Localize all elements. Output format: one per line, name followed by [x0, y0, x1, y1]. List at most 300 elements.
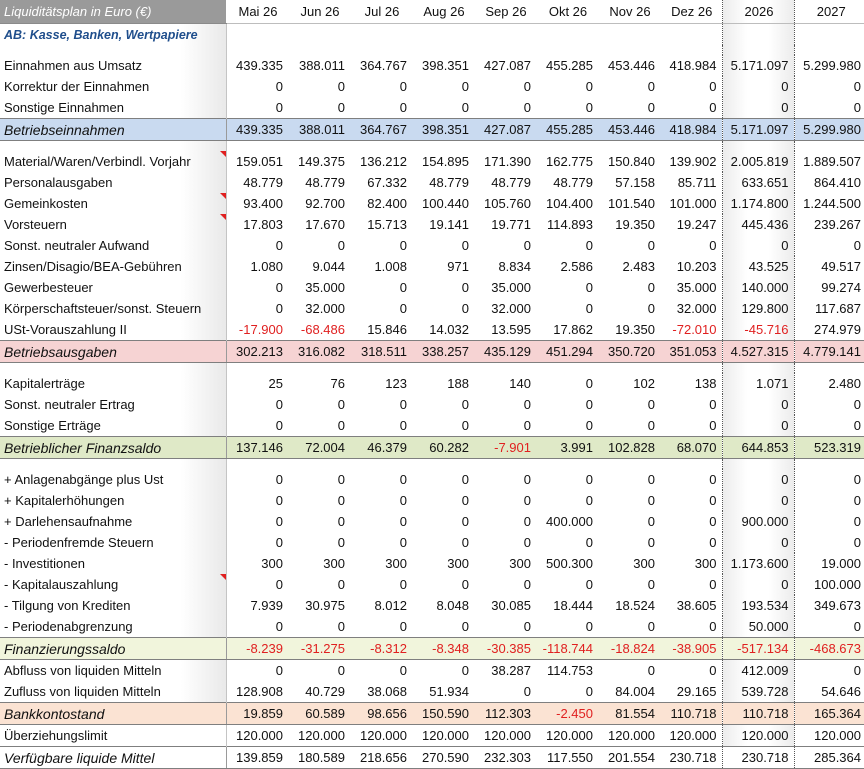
table-cell[interactable]: 0	[337, 577, 345, 592]
table-cell[interactable]: 162.775	[546, 154, 593, 169]
table-cell[interactable]: 0	[709, 238, 717, 253]
table-cell[interactable]: -8.239	[226, 638, 288, 660]
table-cell[interactable]: 129.800	[722, 298, 794, 319]
table-cell[interactable]: 138	[694, 376, 717, 391]
table-cell[interactable]: 0	[794, 511, 864, 532]
table-cell[interactable]: 38.605	[676, 598, 717, 613]
table-cell[interactable]: 388.011	[288, 119, 350, 141]
table-cell[interactable]: 120.000	[236, 728, 283, 743]
table-cell[interactable]: 0	[337, 535, 345, 550]
table-cell[interactable]: 0	[275, 514, 283, 529]
table-cell[interactable]: 0	[275, 619, 283, 634]
table-cell[interactable]: 0	[275, 301, 283, 316]
table-cell[interactable]: 1.173.600	[722, 553, 794, 574]
table-cell[interactable]: 0	[722, 415, 794, 437]
table-cell[interactable]: 0	[722, 97, 794, 119]
table-cell[interactable]: 0	[647, 79, 655, 94]
table-cell[interactable]: 0	[794, 490, 864, 511]
table-cell[interactable]: 120.000	[669, 728, 717, 743]
table-cell[interactable]: -18.824	[598, 638, 660, 660]
table-cell[interactable]: 104.400	[546, 196, 593, 211]
table-cell[interactable]: 398.351	[422, 58, 469, 73]
column-header-year[interactable]: 2027	[794, 0, 864, 24]
table-cell[interactable]: 0	[461, 79, 469, 94]
table-cell[interactable]: 8.834	[498, 259, 531, 274]
table-cell[interactable]: 0	[794, 235, 864, 256]
table-cell[interactable]: 0	[585, 397, 593, 412]
table-cell[interactable]: 9.044	[312, 259, 345, 274]
table-cell[interactable]: 149.375	[298, 154, 345, 169]
table-cell[interactable]: 318.511	[350, 341, 412, 363]
row-label[interactable]	[0, 725, 226, 747]
table-cell[interactable]: -8.312	[350, 638, 412, 660]
table-cell[interactable]: 76	[330, 376, 345, 391]
row-label[interactable]	[0, 256, 226, 277]
table-cell[interactable]: 0	[337, 397, 345, 412]
table-cell[interactable]: 0	[275, 238, 283, 253]
table-cell[interactable]: 0	[337, 79, 345, 94]
table-cell[interactable]: 188	[447, 376, 469, 391]
table-cell[interactable]: 18.524	[615, 598, 655, 613]
table-cell[interactable]: 84.004	[615, 684, 655, 699]
table-cell[interactable]: 5.171.097	[722, 119, 794, 141]
sum-label[interactable]	[0, 703, 226, 725]
table-cell[interactable]: 439.335	[236, 58, 283, 73]
table-cell[interactable]: 0	[523, 79, 531, 94]
column-header[interactable]: Dez 26	[660, 0, 722, 24]
table-cell[interactable]: 0	[523, 100, 531, 115]
table-cell[interactable]: 300	[509, 556, 531, 571]
column-header[interactable]: Aug 26	[412, 0, 474, 24]
table-cell[interactable]: 633.651	[722, 172, 794, 193]
table-cell[interactable]: 30.975	[305, 598, 345, 613]
table-cell[interactable]: 120.000	[422, 728, 469, 743]
table-cell[interactable]: 427.087	[484, 58, 531, 73]
table-cell[interactable]: 300	[694, 556, 717, 571]
table-cell[interactable]: 274.979	[794, 319, 864, 341]
table-cell[interactable]: 0	[794, 415, 864, 437]
table-cell[interactable]: -68.486	[300, 322, 345, 337]
table-cell[interactable]: 0	[585, 280, 593, 295]
table-cell[interactable]: 0	[337, 472, 345, 487]
table-cell[interactable]: 15.846	[367, 322, 407, 337]
table-cell[interactable]: 0	[523, 493, 531, 508]
table-cell[interactable]: 0	[585, 577, 593, 592]
table-cell[interactable]: -517.134	[722, 638, 794, 660]
table-cell[interactable]: 93.400	[243, 196, 283, 211]
column-header[interactable]: Nov 26	[598, 0, 660, 24]
table-cell[interactable]: 57.158	[615, 175, 655, 190]
table-cell[interactable]: 40.729	[305, 684, 345, 699]
table-cell[interactable]: 0	[337, 619, 345, 634]
table-cell[interactable]: 114.753	[546, 663, 593, 678]
table-cell[interactable]: 0	[709, 619, 717, 634]
table-cell[interactable]: 18.444	[553, 598, 593, 613]
table-cell[interactable]: 0	[647, 238, 655, 253]
column-header[interactable]: Jun 26	[288, 0, 350, 24]
table-cell[interactable]: 0	[585, 100, 593, 115]
sum-label[interactable]	[0, 341, 226, 363]
table-cell[interactable]: 117.550	[536, 747, 598, 769]
comment-indicator-icon[interactable]	[220, 214, 226, 220]
table-cell[interactable]: 165.364	[794, 703, 864, 725]
table-cell[interactable]: -31.275	[288, 638, 350, 660]
table-cell[interactable]: 0	[275, 79, 283, 94]
table-cell[interactable]: 0	[709, 79, 717, 94]
table-cell[interactable]: 1.071	[722, 373, 794, 394]
table-cell[interactable]: 0	[337, 514, 345, 529]
table-cell[interactable]: 0	[722, 469, 794, 490]
table-cell[interactable]: 19.859	[226, 703, 288, 725]
table-cell[interactable]: 435.129	[474, 341, 536, 363]
table-cell[interactable]: 0	[275, 493, 283, 508]
table-cell[interactable]: 0	[709, 663, 717, 678]
row-label[interactable]	[0, 298, 226, 319]
table-cell[interactable]: 1.080	[250, 259, 283, 274]
table-cell[interactable]: 0	[523, 684, 531, 699]
table-cell[interactable]: 120.000	[722, 725, 794, 747]
column-header-year[interactable]: 2026	[722, 0, 794, 24]
table-cell[interactable]: 19.350	[615, 217, 655, 232]
table-cell[interactable]: 1.889.507	[794, 151, 864, 172]
table-cell[interactable]: 0	[399, 514, 407, 529]
table-cell[interactable]: 270.590	[412, 747, 474, 769]
table-cell[interactable]: 300	[385, 556, 407, 571]
table-cell[interactable]: 232.303	[474, 747, 536, 769]
table-cell[interactable]: -7.901	[474, 437, 536, 459]
table-cell[interactable]: 92.700	[305, 196, 345, 211]
table-cell[interactable]: 300	[323, 556, 345, 571]
table-cell[interactable]: 72.004	[288, 437, 350, 459]
table-cell[interactable]: 453.446	[608, 58, 655, 73]
table-cell[interactable]: 0	[647, 514, 655, 529]
table-cell[interactable]: -8.348	[412, 638, 474, 660]
table-cell[interactable]: 0	[399, 535, 407, 550]
table-cell[interactable]: 4.779.141	[794, 341, 864, 363]
table-cell[interactable]: 0	[275, 280, 283, 295]
row-label[interactable]	[0, 415, 226, 437]
table-cell[interactable]: 300	[261, 556, 283, 571]
table-cell[interactable]: 2.586	[560, 259, 593, 274]
table-cell[interactable]: 0	[399, 238, 407, 253]
table-cell[interactable]: 0	[585, 493, 593, 508]
table-cell[interactable]: 418.984	[669, 58, 717, 73]
table-cell[interactable]: 0	[794, 532, 864, 553]
table-cell[interactable]: 51.934	[429, 684, 469, 699]
table-cell[interactable]: 0	[709, 418, 717, 433]
table-cell[interactable]: 19.350	[615, 322, 655, 337]
table-cell[interactable]: -45.716	[722, 319, 794, 341]
table-cell[interactable]: 0	[399, 577, 407, 592]
table-cell[interactable]: 0	[399, 280, 407, 295]
table-cell[interactable]: 30.085	[491, 598, 531, 613]
table-cell[interactable]: 644.853	[722, 437, 794, 459]
table-cell[interactable]: 120.000	[608, 728, 655, 743]
table-cell[interactable]: 0	[399, 100, 407, 115]
table-cell[interactable]: 0	[647, 472, 655, 487]
sum-label[interactable]	[0, 747, 226, 769]
table-cell[interactable]: -72.010	[672, 322, 717, 337]
table-cell[interactable]: 48.779	[491, 175, 531, 190]
table-cell[interactable]: 120.000	[484, 728, 531, 743]
table-cell[interactable]: 35.000	[676, 280, 717, 295]
table-cell[interactable]: 99.274	[794, 277, 864, 298]
table-cell[interactable]: 0	[337, 418, 345, 433]
table-cell[interactable]: 300	[633, 556, 655, 571]
table-cell[interactable]: 17.670	[305, 217, 345, 232]
table-cell[interactable]: 0	[709, 472, 717, 487]
table-cell[interactable]: 0	[709, 535, 717, 550]
table-cell[interactable]: 0	[399, 397, 407, 412]
table-cell[interactable]: 7.939	[250, 598, 283, 613]
table-cell[interactable]: 523.319	[794, 437, 864, 459]
table-cell[interactable]: 128.908	[236, 684, 283, 699]
table-cell[interactable]: 0	[523, 472, 531, 487]
table-cell[interactable]: 101.540	[608, 196, 655, 211]
table-cell[interactable]: 864.410	[794, 172, 864, 193]
table-cell[interactable]: 110.718	[660, 703, 722, 725]
table-cell[interactable]: -118.744	[536, 638, 598, 660]
table-cell[interactable]: 349.673	[794, 595, 864, 616]
table-cell[interactable]: 19.141	[429, 217, 469, 232]
table-cell[interactable]: 0	[722, 490, 794, 511]
table-cell[interactable]: 0	[794, 76, 864, 97]
table-cell[interactable]: 0	[399, 79, 407, 94]
table-cell[interactable]: 136.212	[360, 154, 407, 169]
table-cell[interactable]: 32.000	[491, 301, 531, 316]
row-label[interactable]	[0, 235, 226, 256]
table-cell[interactable]: 193.534	[722, 595, 794, 616]
table-cell[interactable]: 0	[722, 574, 794, 595]
table-cell[interactable]: 19.771	[491, 217, 531, 232]
table-cell[interactable]: 455.285	[536, 119, 598, 141]
table-cell[interactable]: 140	[509, 376, 531, 391]
table-cell[interactable]: 43.525	[722, 256, 794, 277]
table-cell[interactable]: 0	[794, 616, 864, 638]
sum-label[interactable]	[0, 119, 226, 141]
table-cell[interactable]: 0	[647, 397, 655, 412]
row-label[interactable]	[0, 469, 226, 490]
table-cell[interactable]: 0	[275, 535, 283, 550]
table-cell[interactable]: 25	[268, 376, 283, 391]
table-cell[interactable]: -17.900	[238, 322, 283, 337]
table-cell[interactable]: 316.082	[288, 341, 350, 363]
table-cell[interactable]: 0	[647, 663, 655, 678]
table-cell[interactable]: 49.517	[794, 256, 864, 277]
table-cell[interactable]: 0	[523, 418, 531, 433]
table-cell[interactable]: -30.385	[474, 638, 536, 660]
table-cell[interactable]: 150.840	[608, 154, 655, 169]
table-cell[interactable]: 29.165	[676, 684, 717, 699]
table-cell[interactable]: 453.446	[598, 119, 660, 141]
table-cell[interactable]: 38.287	[491, 663, 531, 678]
table-cell[interactable]: 5.299.980	[794, 55, 864, 76]
table-cell[interactable]: 0	[275, 418, 283, 433]
table-cell[interactable]: 60.589	[288, 703, 350, 725]
table-cell[interactable]: 150.590	[412, 703, 474, 725]
table-cell[interactable]: 5.171.097	[722, 55, 794, 76]
table-cell[interactable]: 2.480	[794, 373, 864, 394]
table-cell[interactable]: 0	[709, 577, 717, 592]
table-cell[interactable]: 218.656	[350, 747, 412, 769]
comment-indicator-icon[interactable]	[220, 574, 226, 580]
table-cell[interactable]: 102	[633, 376, 655, 391]
table-cell[interactable]: -38.905	[660, 638, 722, 660]
table-cell[interactable]: 0	[461, 472, 469, 487]
table-cell[interactable]: 159.051	[236, 154, 283, 169]
table-cell[interactable]: 19.000	[794, 553, 864, 574]
table-cell[interactable]: 0	[585, 619, 593, 634]
table-cell[interactable]: 48.779	[553, 175, 593, 190]
table-cell[interactable]: 180.589	[288, 747, 350, 769]
column-header[interactable]: Sep 26	[474, 0, 536, 24]
column-header[interactable]: Mai 26	[226, 0, 288, 24]
table-cell[interactable]: 105.760	[484, 196, 531, 211]
table-cell[interactable]: 0	[337, 238, 345, 253]
table-cell[interactable]: -468.673	[794, 638, 864, 660]
table-cell[interactable]: 0	[275, 472, 283, 487]
table-cell[interactable]: 15.713	[367, 217, 407, 232]
sum-label[interactable]	[0, 638, 226, 660]
table-cell[interactable]: 455.285	[546, 58, 593, 73]
table-cell[interactable]: 1.174.800	[722, 193, 794, 214]
table-cell[interactable]: 0	[794, 97, 864, 119]
table-cell[interactable]: 0	[523, 577, 531, 592]
row-label[interactable]	[0, 151, 226, 172]
table-cell[interactable]: 38.068	[367, 684, 407, 699]
table-cell[interactable]: 17.803	[243, 217, 283, 232]
row-label[interactable]	[0, 172, 226, 193]
sum-label[interactable]	[0, 437, 226, 459]
table-cell[interactable]: 439.335	[226, 119, 288, 141]
row-label[interactable]	[0, 490, 226, 511]
table-cell[interactable]: 120.000	[298, 728, 345, 743]
table-cell[interactable]: 0	[585, 535, 593, 550]
table-cell[interactable]: 0	[461, 577, 469, 592]
section-label[interactable]	[0, 24, 226, 46]
table-cell[interactable]: 101.000	[669, 196, 717, 211]
table-cell[interactable]: 0	[275, 577, 283, 592]
table-cell[interactable]: 0	[337, 100, 345, 115]
table-cell[interactable]: 68.070	[660, 437, 722, 459]
table-cell[interactable]: 0	[399, 493, 407, 508]
table-cell[interactable]: 14.032	[429, 322, 469, 337]
row-label[interactable]	[0, 55, 226, 76]
table-cell[interactable]: 0	[647, 619, 655, 634]
table-cell[interactable]: 0	[709, 514, 717, 529]
table-cell[interactable]: 82.400	[367, 196, 407, 211]
row-label[interactable]	[0, 277, 226, 298]
table-cell[interactable]: 0	[647, 100, 655, 115]
table-cell[interactable]: 230.718	[660, 747, 722, 769]
table-cell[interactable]: 3.991	[536, 437, 598, 459]
table-cell[interactable]: 48.779	[305, 175, 345, 190]
table-cell[interactable]: 0	[275, 663, 283, 678]
table-cell[interactable]: 0	[709, 493, 717, 508]
table-cell[interactable]: 412.009	[722, 660, 794, 682]
table-cell[interactable]: 137.146	[226, 437, 288, 459]
table-cell[interactable]: 230.718	[722, 747, 794, 769]
table-cell[interactable]: 0	[461, 280, 469, 295]
table-cell[interactable]: 418.984	[660, 119, 722, 141]
table-cell[interactable]: 900.000	[722, 511, 794, 532]
table-cell[interactable]: 0	[585, 472, 593, 487]
table-cell[interactable]: 60.282	[412, 437, 474, 459]
table-cell[interactable]: 0	[647, 493, 655, 508]
table-cell[interactable]: 388.011	[298, 58, 345, 73]
table-cell[interactable]: 0	[523, 535, 531, 550]
table-cell[interactable]: 35.000	[491, 280, 531, 295]
table-cell[interactable]: 5.299.980	[794, 119, 864, 141]
table-cell[interactable]: 445.436	[722, 214, 794, 235]
row-label[interactable]	[0, 394, 226, 415]
table-cell[interactable]: 0	[461, 301, 469, 316]
table-cell[interactable]: 140.000	[722, 277, 794, 298]
table-cell[interactable]: 302.213	[226, 341, 288, 363]
row-label[interactable]	[0, 681, 226, 703]
table-cell[interactable]: 19.247	[676, 217, 717, 232]
table-cell[interactable]: 2.005.819	[722, 151, 794, 172]
table-cell[interactable]: 4.527.315	[722, 341, 794, 363]
table-cell[interactable]: 0	[461, 493, 469, 508]
column-header[interactable]: Okt 26	[536, 0, 598, 24]
row-label[interactable]	[0, 319, 226, 341]
table-cell[interactable]: 0	[647, 418, 655, 433]
table-cell[interactable]: 0	[794, 660, 864, 682]
table-cell[interactable]: 10.203	[676, 259, 717, 274]
table-cell[interactable]: 0	[523, 397, 531, 412]
table-cell[interactable]: 117.687	[794, 298, 864, 319]
row-label[interactable]	[0, 532, 226, 553]
table-cell[interactable]: 123	[385, 376, 407, 391]
table-cell[interactable]: 0	[337, 663, 345, 678]
table-cell[interactable]: 8.012	[374, 598, 407, 613]
table-cell[interactable]: 364.767	[360, 58, 407, 73]
table-cell[interactable]: 0	[523, 619, 531, 634]
row-label[interactable]	[0, 214, 226, 235]
comment-indicator-icon[interactable]	[220, 151, 226, 157]
table-cell[interactable]: 0	[399, 619, 407, 634]
table-cell[interactable]: 0	[585, 238, 593, 253]
table-cell[interactable]: 201.554	[598, 747, 660, 769]
table-cell[interactable]: 451.294	[536, 341, 598, 363]
table-cell[interactable]: 17.862	[553, 322, 593, 337]
row-label[interactable]	[0, 193, 226, 214]
table-cell[interactable]: 35.000	[305, 280, 345, 295]
table-cell[interactable]: 971	[447, 259, 469, 274]
table-cell[interactable]: 539.728	[722, 681, 794, 703]
table-cell[interactable]: 154.895	[422, 154, 469, 169]
table-cell[interactable]: 350.720	[598, 341, 660, 363]
column-header[interactable]: Jul 26	[350, 0, 412, 24]
table-cell[interactable]: 0	[647, 577, 655, 592]
table-cell[interactable]: 171.390	[484, 154, 531, 169]
table-cell[interactable]: 0	[585, 301, 593, 316]
table-cell[interactable]: 0	[461, 397, 469, 412]
table-cell[interactable]: 364.767	[350, 119, 412, 141]
table-cell[interactable]: 50.000	[722, 616, 794, 638]
table-cell[interactable]: 0	[585, 684, 593, 699]
table-cell[interactable]: 0	[399, 301, 407, 316]
table-cell[interactable]: 0	[399, 418, 407, 433]
row-label[interactable]	[0, 660, 226, 682]
table-cell[interactable]: 427.087	[474, 119, 536, 141]
table-cell[interactable]: 0	[647, 280, 655, 295]
table-cell[interactable]: 100.000	[794, 574, 864, 595]
table-cell[interactable]: 0	[585, 79, 593, 94]
row-label[interactable]	[0, 97, 226, 119]
table-cell[interactable]: 239.267	[794, 214, 864, 235]
